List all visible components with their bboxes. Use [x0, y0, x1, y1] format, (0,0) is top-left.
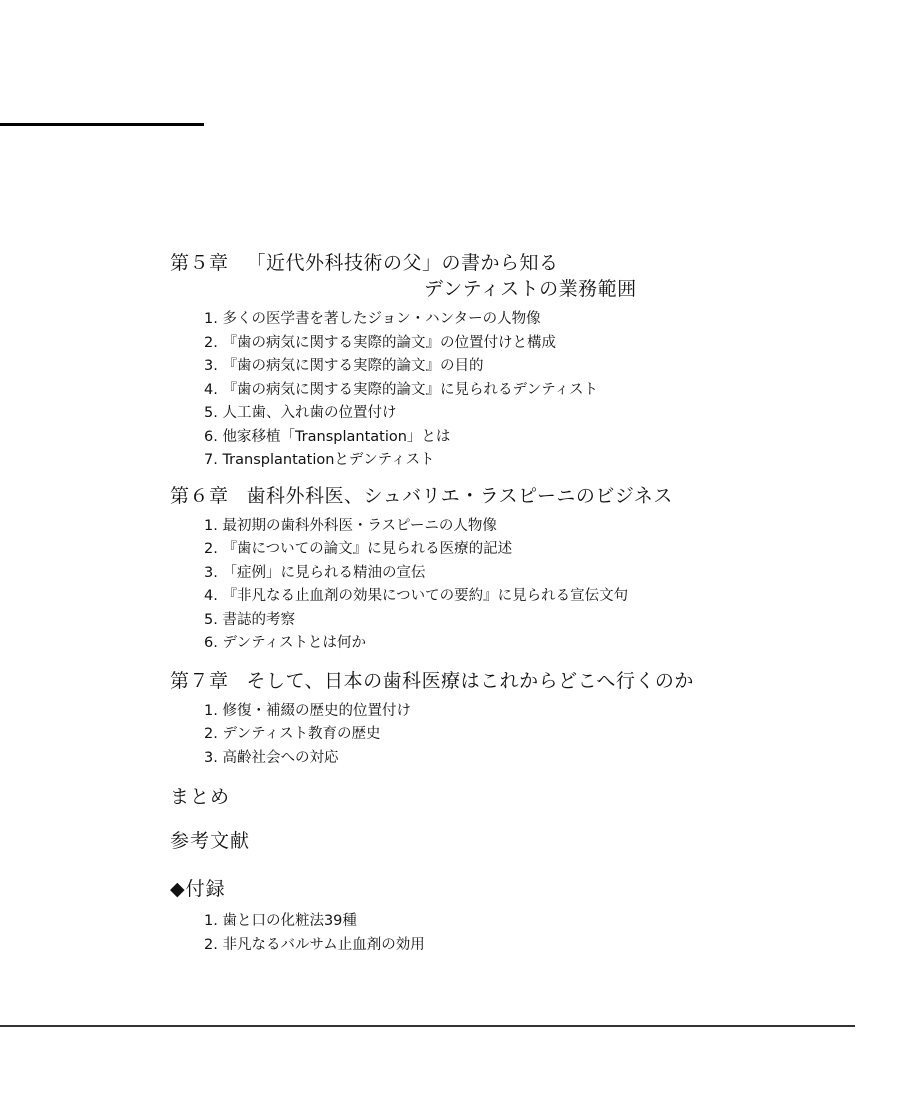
references-heading: 参考文献 — [170, 830, 251, 852]
appendix-heading: ◆付録 — [170, 878, 226, 900]
top-rule — [0, 123, 204, 126]
list-item: 3. 『歯の病気に関する実際的論文』の目的 — [204, 358, 484, 374]
chapter-7-heading — [170, 668, 870, 694]
list-item: 6. 他家移植「Transplantation」とは — [204, 428, 451, 445]
appendix — [170, 876, 870, 957]
chapter-6-sections — [170, 515, 870, 656]
list-item: 4. 『歯の病気に関する実際的論文』に見られるデンティスト — [204, 381, 598, 398]
chapter-title: そして、日本の歯科医療はこれからどこへ行くのか — [246, 669, 694, 692]
list-item: 4. 『非凡なる止血剤の効果についての要約』に見られる宣伝文句 — [204, 588, 629, 604]
list-item: 1. 修復・補綴の歴史的位置付け — [204, 702, 411, 719]
list-item: 2. 非凡なるバルサム止血剤の効用 — [204, 936, 425, 953]
chapter-6 — [170, 483, 870, 656]
list-item: 5. 書誌的考察 — [204, 611, 295, 628]
list-item: 5. 人工歯、入れ歯の位置付け — [204, 405, 397, 421]
chapter-number: 第６章 — [170, 484, 229, 507]
table-of-contents — [170, 250, 870, 957]
list-item: 2. デンティスト教育の歴史 — [204, 726, 381, 742]
list-item: 2. 『歯についての論文』に見られる医療的記述 — [204, 541, 513, 557]
chapter-5-subtitle: デンティストの業務範囲 — [424, 278, 637, 300]
chapter-5-heading — [170, 250, 870, 276]
chapter-title: 「近代外科技術の父」の書から知る — [246, 252, 559, 274]
bottom-rule — [0, 1025, 855, 1027]
chapter-5-sections — [170, 308, 870, 473]
chapter-7 — [170, 668, 870, 771]
list-item: 6. デンティストとは何か — [204, 635, 366, 651]
summary-heading: まとめ — [170, 786, 231, 808]
chapter-7-sections — [170, 700, 870, 771]
list-item: 1. 多くの医学書を著したジョン・ハンターの人物像 — [204, 311, 541, 327]
appendix-items — [170, 910, 870, 957]
chapter-title: 歯科外科医、シュバリエ・ラスピーニのビジネス — [246, 484, 673, 507]
chapter-5 — [170, 250, 870, 473]
list-item: 2. 『歯の病気に関する実際的論文』の位置付けと構成 — [204, 334, 556, 351]
chapter-6-heading — [170, 483, 870, 509]
chapter-number: 第７章 — [170, 669, 229, 692]
list-item: 1. 歯と口の化粧法39種 — [204, 913, 357, 929]
list-item: 7. Transplantationとデンティスト — [204, 452, 435, 468]
chapter-number: 第５章 — [170, 252, 229, 274]
list-item: 3. 「症例」に見られる精油の宣伝 — [204, 564, 426, 581]
list-item: 1. 最初期の歯科外科医・ラスピーニの人物像 — [204, 517, 497, 534]
list-item: 3. 高齢社会への対応 — [204, 749, 339, 766]
